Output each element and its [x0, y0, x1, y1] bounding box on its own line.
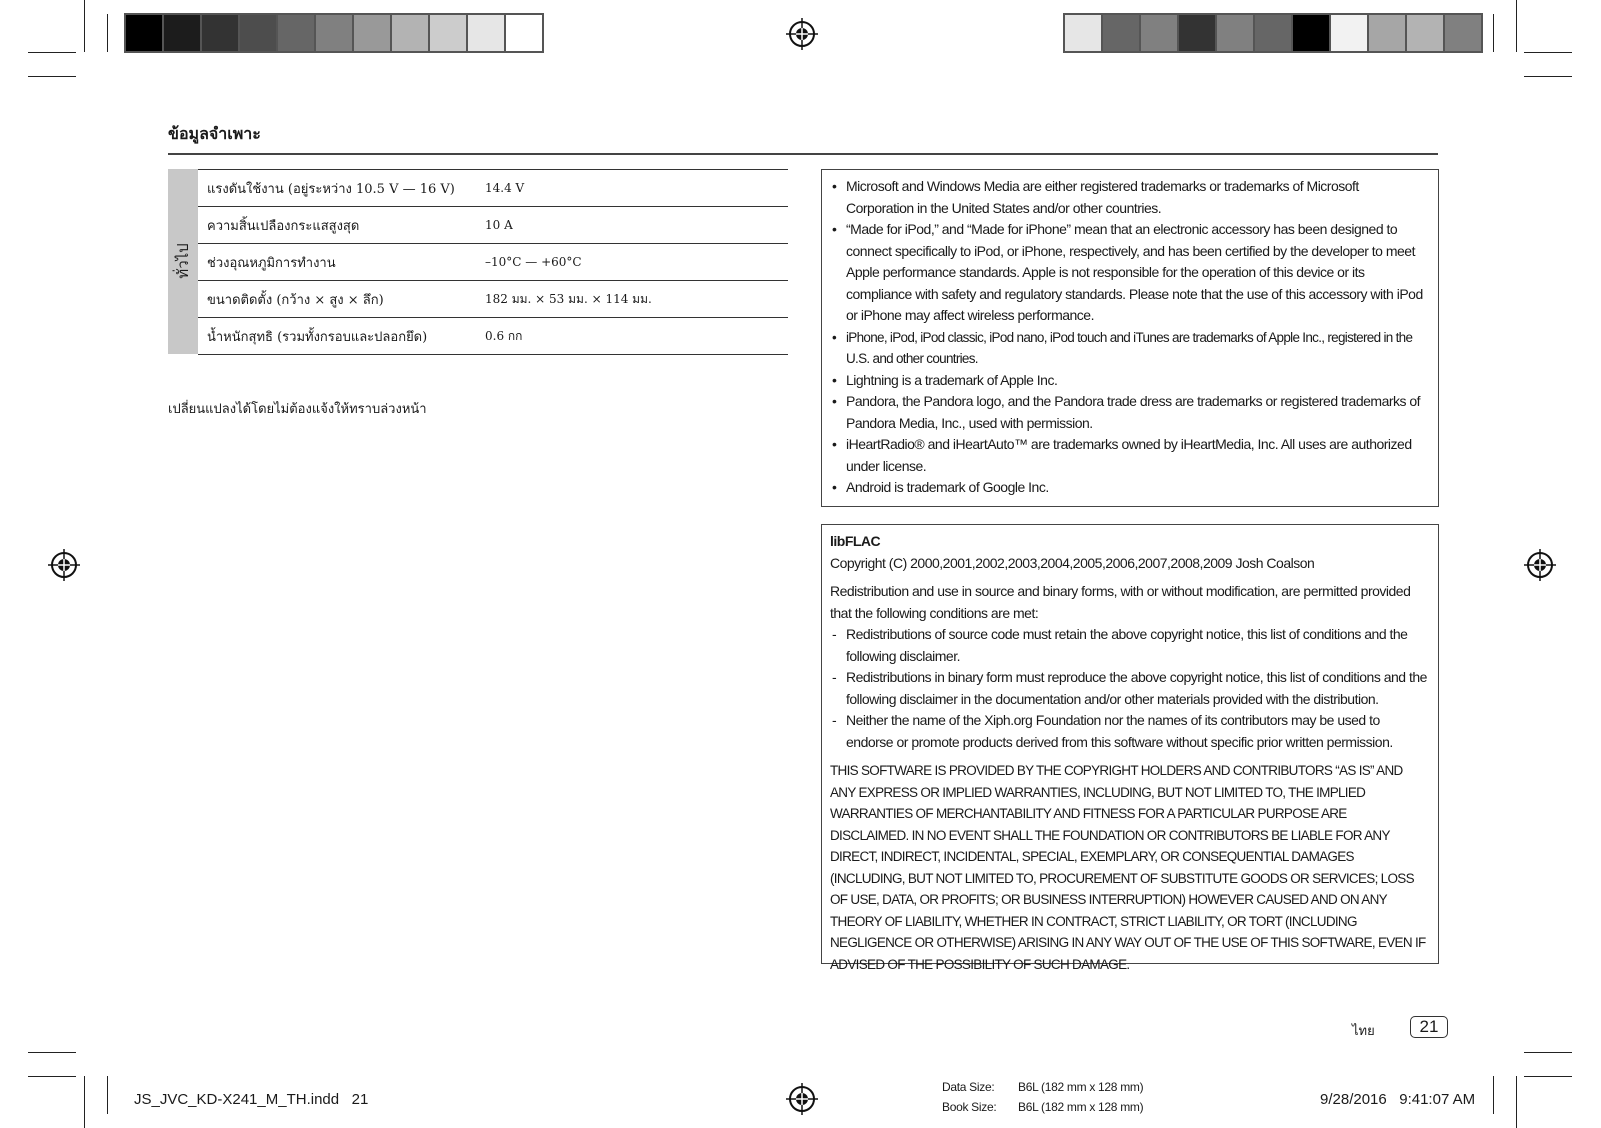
- color-swatch: [1369, 15, 1407, 51]
- crop-mark: [28, 76, 76, 77]
- color-swatch: [1255, 15, 1293, 51]
- table-row: [198, 207, 788, 244]
- color-swatch: [240, 15, 278, 51]
- table-row: [198, 170, 788, 207]
- crop-mark: [28, 1052, 76, 1053]
- spec-rows: [198, 169, 788, 355]
- footer-date: 9/28/2016 9:41:07 AM: [1320, 1091, 1476, 1108]
- list-item: - Redistributions in binary form must reproduce the above copyright notice, this list of conditions and the following disclaimer in the documentation and/or other materials provided with the distribution.: [830, 667, 1428, 710]
- spec-label: ช่วงอุณหภูมิการทำงาน: [207, 255, 336, 271]
- color-swatch: [1331, 15, 1369, 51]
- color-swatch: [1179, 15, 1217, 51]
- spec-side-label: ทั่วไป: [174, 243, 192, 279]
- color-swatch: [1065, 15, 1103, 51]
- crop-mark: [1493, 1076, 1494, 1114]
- color-swatch: [278, 15, 316, 51]
- spec-label: น้ำหนักสุทธิ (รวมทั้งกรอบและปลอกยึด): [207, 329, 428, 345]
- crop-mark: [107, 14, 108, 52]
- list-item: • Android is trademark of Google Inc.: [830, 477, 1428, 499]
- crop-mark: [1524, 1052, 1572, 1053]
- spec-label: ขนาดติดตั้ง (กว้าง × สูง × ลึก): [207, 292, 384, 308]
- trademarks-box: [821, 169, 1439, 507]
- color-swatch: [202, 15, 240, 51]
- spec-value: 0.6 กก: [485, 328, 523, 343]
- footer-book-size: B6L (182 mm x 128 mm): [1018, 1100, 1144, 1114]
- calibration-color-bar: [1063, 13, 1483, 53]
- registration-mark-icon: [1524, 549, 1556, 581]
- footer-data-size: B6L (182 mm x 128 mm): [1018, 1080, 1144, 1094]
- color-swatch: [1103, 15, 1141, 51]
- page-language: ไทย: [1352, 1024, 1375, 1039]
- crop-mark: [1524, 1076, 1572, 1077]
- color-swatch: [126, 15, 164, 51]
- registration-mark-icon: [48, 549, 80, 581]
- list-item: • Lightning is a trademark of Apple Inc.: [830, 370, 1428, 392]
- color-swatch: [506, 15, 542, 51]
- spec-value: 10 A: [485, 218, 513, 232]
- crop-mark: [107, 1076, 108, 1114]
- table-row: [198, 244, 788, 281]
- spec-label: ความสิ้นเปลืองกระแสสูงสุด: [207, 218, 360, 234]
- list-item: - Neither the name of the Xiph.org Foundation nor the names of its contributors may be used to endorse or promote products derived from this software without specific prior written permission.: [830, 710, 1428, 753]
- libflac-intro: Redistribution and use in source and binary forms, with or without modification, are permitted provided that the following conditions are met:: [830, 583, 1411, 621]
- condition-list: [830, 624, 1428, 753]
- color-swatch: [354, 15, 392, 51]
- spec-value: 182 มม. × 53 มม. × 114 มม.: [485, 291, 652, 306]
- crop-mark: [1516, 1076, 1517, 1128]
- crop-mark: [84, 1076, 85, 1128]
- color-swatch: [164, 15, 202, 51]
- spec-side-tab: [168, 169, 198, 354]
- color-swatch: [1445, 15, 1481, 51]
- libflac-title: libFLAC: [830, 533, 881, 549]
- crop-mark: [28, 1076, 76, 1077]
- color-swatch: [1217, 15, 1255, 51]
- libflac-license-box: [821, 524, 1439, 972]
- footer-filename: JS_JVC_KD-X241_M_TH.indd 21: [134, 1091, 369, 1108]
- libflac-copyright: Copyright (C) 2000,2001,2002,2003,2004,2005,2006,2007,2008,2009 Josh Coalson: [830, 554, 1315, 571]
- list-item: • Microsoft and Windows Media are either registered trademarks or trademarks of Microsoft Corporation in the United States and/or other countries.: [830, 176, 1428, 219]
- color-swatch: [1141, 15, 1179, 51]
- footer-book-size-label: Book Size:: [942, 1100, 997, 1114]
- crop-mark: [1524, 76, 1572, 77]
- crop-mark: [1493, 14, 1494, 52]
- libflac-disclaimer: THIS SOFTWARE IS PROVIDED BY THE COPYRIGHT HOLDERS AND CONTRIBUTORS “AS IS” AND ANY EXPRESS OR IMPLIED WARRANTIES, INCLUDING, BUT NOT LIMITED TO, THE IMPLIED WARRANTIES OF MERCHANTABILITY AND FITNESS FOR A PARTICULAR PURPOSE ARE DISCLAIMED. IN NO EVENT SHALL THE FOUNDATION OR CONTRIBUTORS BE LIABLE FOR ANY DIRECT, INDIRECT, INCIDENTAL, SPECIAL, EXEMPLARY, OR CONSEQUENTIAL DAMAGES (INCLUDING, BUT NOT LIMITED TO, PROCUREMENT OF SUBSTITUTE GOODS OR SERVICES; LOSS OF USE, DATA, OR PROFITS; OR BUSINESS INTERRUPTION) HOWEVER CAUSED AND ON ANY THEORY OF LIABILITY, WHETHER IN CONTRACT, STRICT LIABILITY, OR TORT (INCLUDING NEGLIGENCE OR OTHERWISE) ARISING IN ANY WAY OUT OF THE USE OF THIS SOFTWARE, EVEN IF ADVISED OF THE POSSIBILITY OF SUCH DAMAGE.: [830, 763, 1426, 972]
- list-item: • Pandora, the Pandora logo, and the Pandora trade dress are trademarks or registered trademarks of Pandora Media, Inc., used with permission.: [830, 391, 1428, 434]
- color-swatch: [1293, 15, 1331, 51]
- crop-mark: [84, 0, 85, 52]
- grayscale-color-bar: [124, 13, 544, 53]
- registration-mark-icon: [786, 1083, 818, 1115]
- spec-value: 14.4 V: [485, 181, 525, 195]
- footer-data-size-label: Data Size:: [942, 1080, 995, 1094]
- table-row: [198, 318, 788, 355]
- change-notice: เปลี่ยนแปลงได้โดยไม่ต้องแจ้งให้ทราบล่วงหน้า: [168, 402, 427, 417]
- crop-mark: [28, 52, 76, 53]
- page-title: ข้อมูลจำเพาะ: [168, 122, 1438, 155]
- spec-value: –10°C — +60°C: [485, 255, 582, 269]
- list-item: • iPhone, iPod, iPod classic, iPod nano, iPod touch and iTunes are trademarks of Apple Inc., registered in the U.S. and other countries.: [830, 327, 1428, 370]
- list-item: • iHeartRadio® and iHeartAuto™ are trademarks owned by iHeartMedia, Inc. All uses are authorized under license.: [830, 434, 1428, 477]
- color-swatch: [1407, 15, 1445, 51]
- page-number: 21: [1410, 1016, 1448, 1038]
- list-item: - Redistributions of source code must retain the above copyright notice, this list of conditions and the following disclaimer.: [830, 624, 1428, 667]
- color-swatch: [316, 15, 354, 51]
- crop-mark: [1524, 52, 1572, 53]
- color-swatch: [468, 15, 506, 51]
- registration-mark-icon: [786, 18, 818, 50]
- trademark-list: [830, 176, 1428, 499]
- color-swatch: [392, 15, 430, 51]
- spec-label: แรงดันใช้งาน (อยู่ระหว่าง 10.5 V — 16 V): [207, 181, 455, 197]
- table-row: [198, 281, 788, 318]
- list-item: • “Made for iPod,” and “Made for iPhone” mean that an electronic accessory has been designed to connect specifically to iPod, or iPhone, respectively, and has been certified by the developer to meet Apple performance standards. Apple is not responsible for the operation of this device or its compliance with safety and regulatory standards. Please note that the use of this accessory with iPod or iPhone may affect wireless performance.: [830, 219, 1428, 327]
- color-swatch: [430, 15, 468, 51]
- crop-mark: [1516, 0, 1517, 52]
